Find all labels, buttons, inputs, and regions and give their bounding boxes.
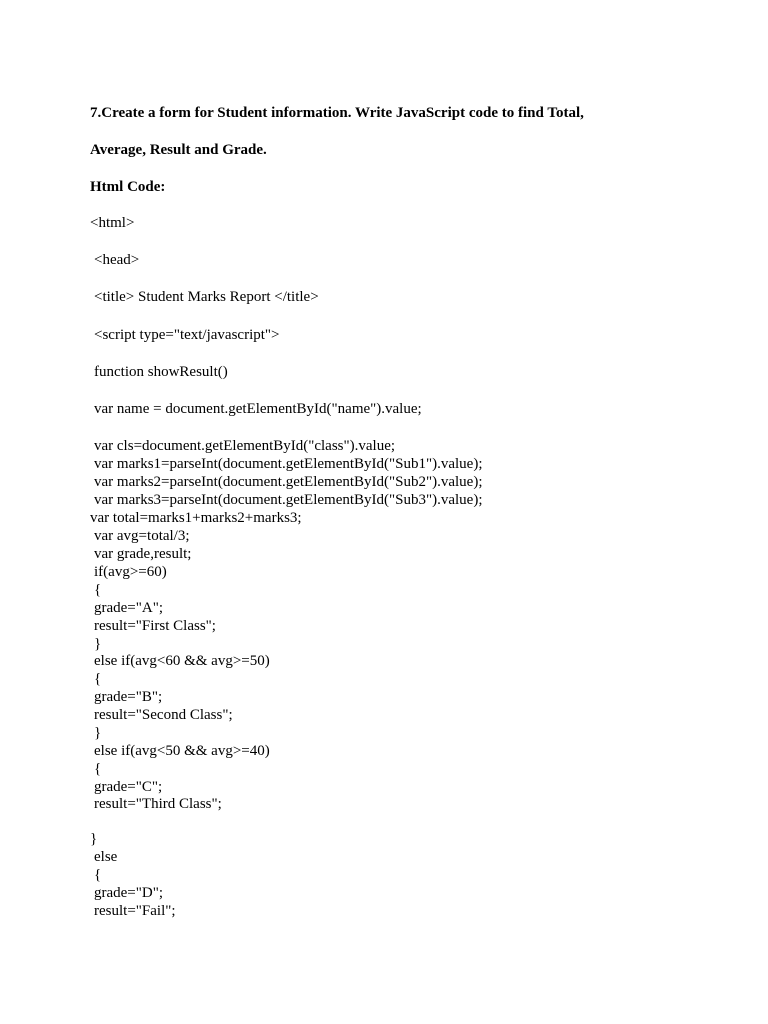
code-line: function showResult() — [94, 364, 228, 380]
code-line: result="Fail"; — [94, 903, 176, 919]
code-line: } — [94, 636, 102, 652]
code-line: var marks3=parseInt(document.getElementById("Sub3").value); — [94, 492, 483, 508]
code-line: grade="B"; — [94, 689, 163, 705]
code-line: var marks1=parseInt(document.getElementById("Sub1").value); — [94, 456, 483, 472]
code-line: { — [94, 582, 102, 598]
code-line: { — [94, 671, 102, 687]
question-title-line-1: 7.Create a form for Student information. Write JavaScript code to find Total, — [90, 105, 584, 121]
code-line: } — [94, 725, 102, 741]
code-line: var total=marks1+marks2+marks3; — [90, 510, 302, 526]
code-line: grade="A"; — [94, 600, 164, 616]
code-line: else if(avg<60 && avg>=50) — [94, 653, 270, 669]
code-line: else — [94, 849, 118, 865]
code-line: <html> — [90, 215, 135, 231]
code-line: result="Third Class"; — [94, 796, 222, 812]
code-line: var marks2=parseInt(document.getElementById("Sub2").value); — [94, 474, 483, 490]
code-line: grade="D"; — [94, 885, 164, 901]
code-line: <title> Student Marks Report </title> — [94, 289, 319, 305]
code-line: else if(avg<50 && avg>=40) — [94, 743, 270, 759]
code-line: var name = document.getElementById("name").value; — [94, 401, 422, 417]
code-line: result="First Class"; — [94, 618, 216, 634]
section-title: Html Code: — [90, 179, 166, 195]
code-line: { — [94, 867, 102, 883]
code-line: grade="C"; — [94, 779, 163, 795]
code-line: var cls=document.getElementById("class").value; — [94, 438, 396, 454]
code-line: if(avg>=60) — [94, 564, 167, 580]
code-line: { — [94, 761, 102, 777]
code-line: result="Second Class"; — [94, 707, 233, 723]
code-line: var avg=total/3; — [94, 528, 190, 544]
code-line: var grade,result; — [94, 546, 192, 562]
code-line: <script type="text/javascript"> — [94, 327, 280, 343]
code-line: <head> — [94, 252, 140, 268]
code-line: } — [90, 831, 98, 847]
question-title-line-2: Average, Result and Grade. — [90, 142, 267, 158]
